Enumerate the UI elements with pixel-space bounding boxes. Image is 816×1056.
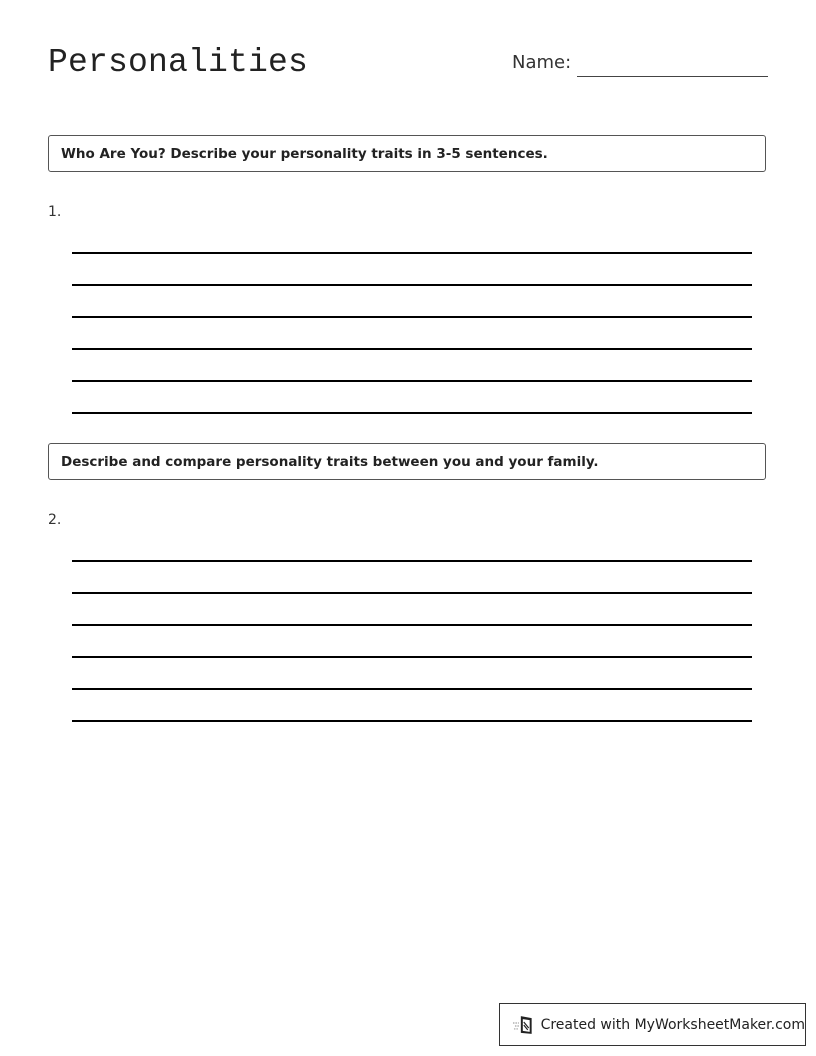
question-2-prompt: Describe and compare personality traits between you and your family. [61,454,599,470]
answer-line[interactable] [72,688,752,690]
answer-line[interactable] [72,592,752,594]
question-2-prompt-box [48,443,766,480]
answer-line[interactable] [72,316,752,318]
answer-line[interactable] [72,560,752,562]
answer-line[interactable] [72,348,752,350]
answer-line[interactable] [72,720,752,722]
worksheet-maker-logo-icon [512,1014,536,1036]
answer-line[interactable] [72,656,752,658]
answer-line[interactable] [72,624,752,626]
footer-credit-text: Created with MyWorksheetMaker.com [540,1016,805,1033]
name-field-line[interactable] [577,76,768,77]
question-1-prompt: Who Are You? Describe your personality traits in 3-5 sentences. [61,146,548,162]
answer-line[interactable] [72,380,752,382]
worksheet-title: Personalities [48,44,309,81]
answer-line[interactable] [72,252,752,254]
answer-line[interactable] [72,412,752,414]
answer-line[interactable] [72,284,752,286]
question-1-number: 1. [48,204,62,220]
question-1-prompt-box [48,135,766,172]
name-label: Name: [512,52,572,73]
question-2-number: 2. [48,512,62,528]
footer-credit[interactable] [499,1003,806,1046]
